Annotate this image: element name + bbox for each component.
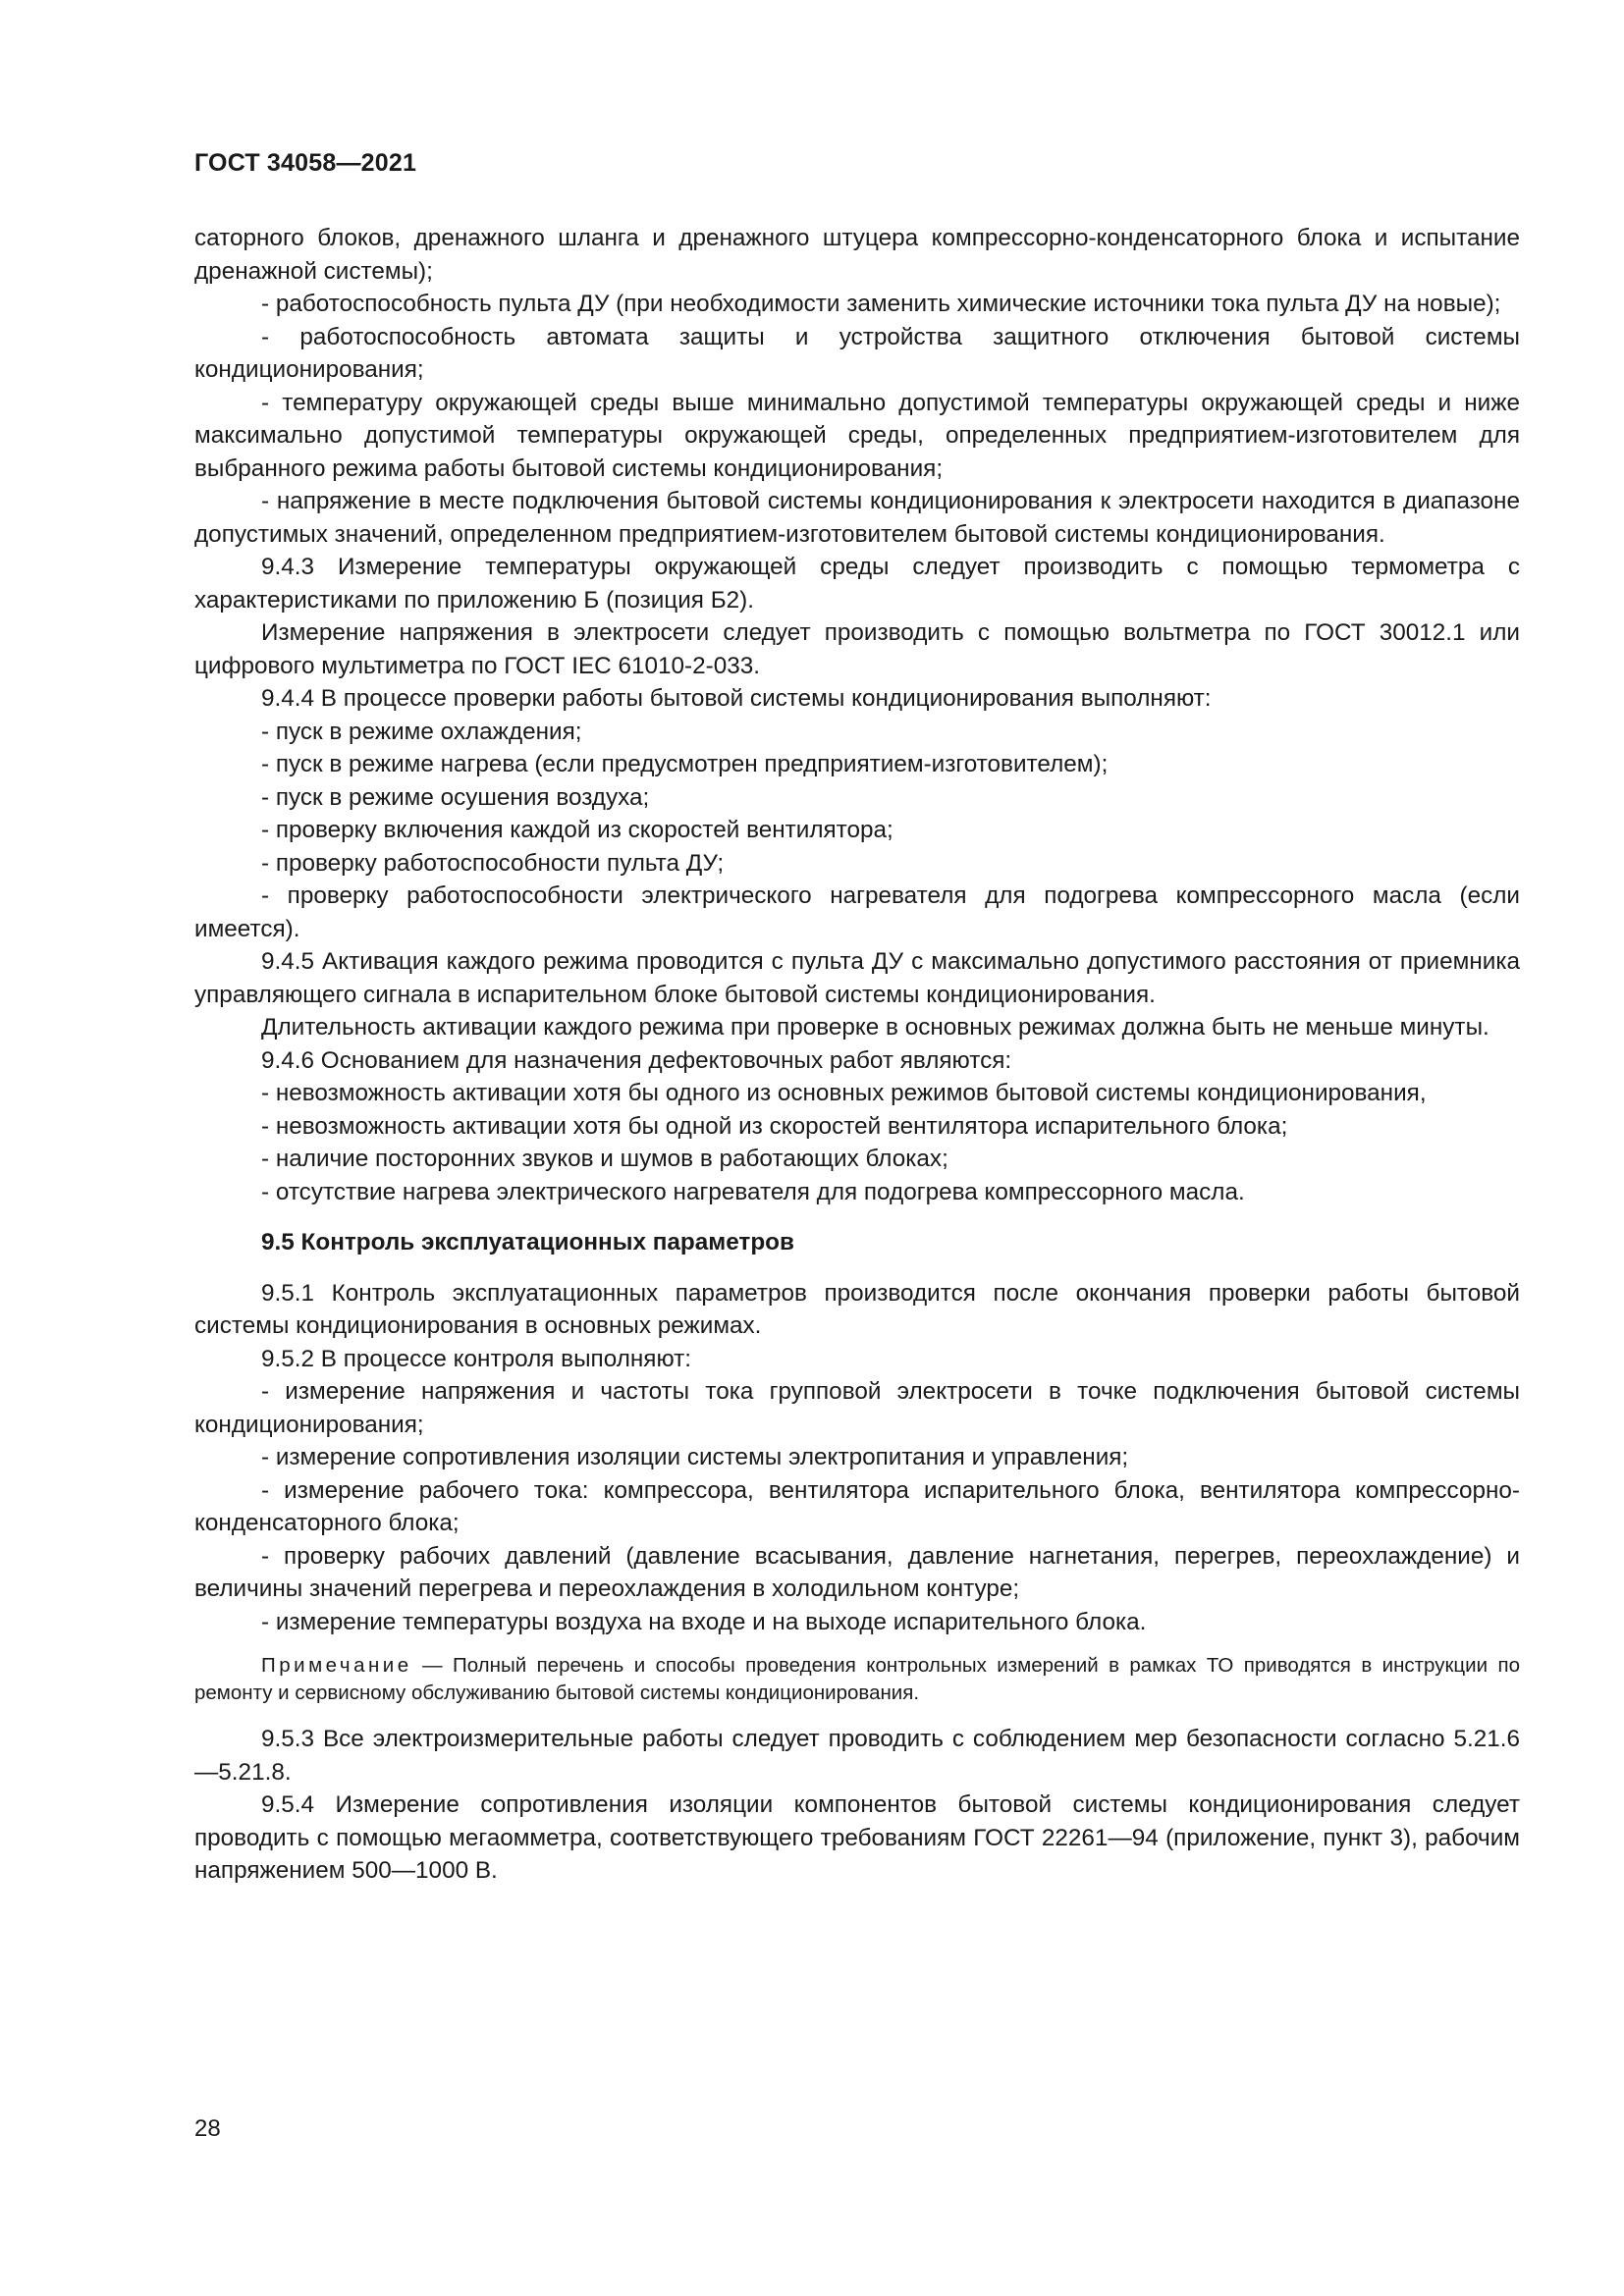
paragraph-group-9-5 — [194, 1277, 1520, 1639]
paragraph: - проверку работоспособности пульта ДУ; — [261, 849, 725, 877]
paragraph: - температуру окружающей среды выше минимально допустимой температуры окружающей среды и ниже максимально допустимой температуры окружающей среды, определенных предприятием-изготовителем для выбранного режима работы бытовой системы кондиционирования; — [194, 389, 1520, 482]
document-header: ГОСТ 34058—2021 — [194, 149, 417, 177]
note-text: — Полный перечень и способы проведения контрольных измерений в рамках ТО приводятся в инструкции по ремонту и сервисному обслуживанию бытовой системы кондиционирования. — [194, 1654, 1520, 1704]
paragraph: - проверку рабочих давлений (давление всасывания, давление нагнетания, перегрев, переохлаждение) и величины значений перегрева и переохлаждения в холодильном контуре; — [194, 1542, 1520, 1602]
document-body — [194, 222, 1520, 1888]
paragraph-group-9-5-end — [194, 1723, 1520, 1888]
paragraph: 9.4.4 В процессе проверки работы бытовой системы кондиционирования выполняют: — [261, 685, 1212, 712]
note — [194, 1652, 1520, 1707]
paragraph: - работоспособность пульта ДУ (при необходимости заменить химические источники тока пульта ДУ на новые); — [261, 291, 1501, 317]
paragraph: - пуск в режиме осушения воздуха; — [261, 783, 650, 811]
page-number: 28 — [194, 2115, 221, 2142]
paragraph: - пуск в режиме охлаждения; — [261, 718, 582, 745]
section-title: 9.5 Контроль эксплуатационных параметров — [261, 1229, 794, 1255]
paragraph: - невозможность активации хотя бы одного из основных режимов бытовой системы кондиционирования, — [261, 1080, 1427, 1106]
paragraph: - работоспособность автомата защиты и устройства защитного отключения бытовой системы кондиционирования; — [194, 323, 1520, 383]
paragraph: 9.5.1 Контроль эксплуатационных параметров производится после окончания проверки работы бытовой системы кондиционирования в основных режимах. — [194, 1279, 1520, 1339]
paragraph: 9.5.2 В процессе контроля выполняют: — [261, 1345, 692, 1372]
paragraph: Измерение напряжения в электросети следует производить с помощью вольтметра по ГОСТ 30012.1 или цифрового мультиметра по ГОСТ IEC 61010-2-033. — [194, 619, 1520, 679]
paragraph: - измерение сопротивления изоляции системы электропитания и управления; — [261, 1444, 1129, 1470]
paragraph: - измерение рабочего тока: компрессора, вентилятора испарительного блока, вентилятора компрессорно-конденсаторного блока; — [194, 1476, 1520, 1536]
note-label: Примечание — [261, 1654, 412, 1677]
paragraph-group-9-4 — [194, 222, 1520, 1208]
paragraph: саторного блоков, дренажного шланга и дренажного штуцера компрессорно-конденсаторного блока и испытание дренажной системы); — [194, 225, 1520, 285]
paragraph: - проверку включения каждой из скоростей вентилятора; — [261, 817, 893, 843]
paragraph: - отсутствие нагрева электрического нагревателя для подогрева компрессорного масла. — [261, 1178, 1245, 1205]
paragraph: 9.4.6 Основанием для назначения дефектовочных работ являются: — [261, 1046, 1012, 1074]
paragraph: 9.5.4 Измерение сопротивления изоляции компонентов бытовой системы кондиционирования следует проводить с помощью мегаомметра, соответствующего требованиям ГОСТ 22261—94 (приложение, пункт 3), рабочим напряжением 500—1000 В. — [194, 1791, 1520, 1884]
paragraph: - измерение напряжения и частоты тока групповой электросети в точке подключения бытовой системы кондиционирования; — [194, 1378, 1520, 1438]
paragraph: - пуск в режиме нагрева (если предусмотрен предприятием-изготовителем); — [261, 751, 1109, 777]
paragraph: - проверку работоспособности электрического нагревателя для подогрева компрессорного масла (если имеется). — [194, 882, 1520, 942]
paragraph: Длительность активации каждого режима при проверке в основных режимах должна быть не меньше минуты. — [261, 1014, 1489, 1041]
paragraph: - наличие посторонних звуков и шумов в работающих блоках; — [261, 1146, 948, 1172]
paragraph: 9.4.5 Активация каждого режима проводится с пульта ДУ с максимально допустимого расстояния от приемника управляющего сигнала в испарительном блоке бытовой системы кондиционирования. — [194, 948, 1520, 1008]
document-page — [194, 0, 1520, 2296]
paragraph: - измерение температуры воздуха на входе и на выходе испарительного блока. — [261, 1608, 1147, 1635]
paragraph: - невозможность активации хотя бы одной из скоростей вентилятора испарительного блока; — [261, 1112, 1288, 1140]
paragraph: 9.5.3 Все электроизмерительные работы следует проводить с соблюдением мер безопасности согласно 5.21.6—5.21.8. — [194, 1726, 1520, 1786]
paragraph: 9.4.3 Измерение температуры окружающей среды следует производить с помощью термометра с характеристиками по приложению Б (позиция Б2). — [194, 554, 1520, 614]
paragraph: - напряжение в месте подключения бытовой системы кондиционирования к электросети находится в диапазоне допустимых значений, определенном предприятием-изготовителем бытовой системы кондиционирования. — [194, 488, 1520, 548]
